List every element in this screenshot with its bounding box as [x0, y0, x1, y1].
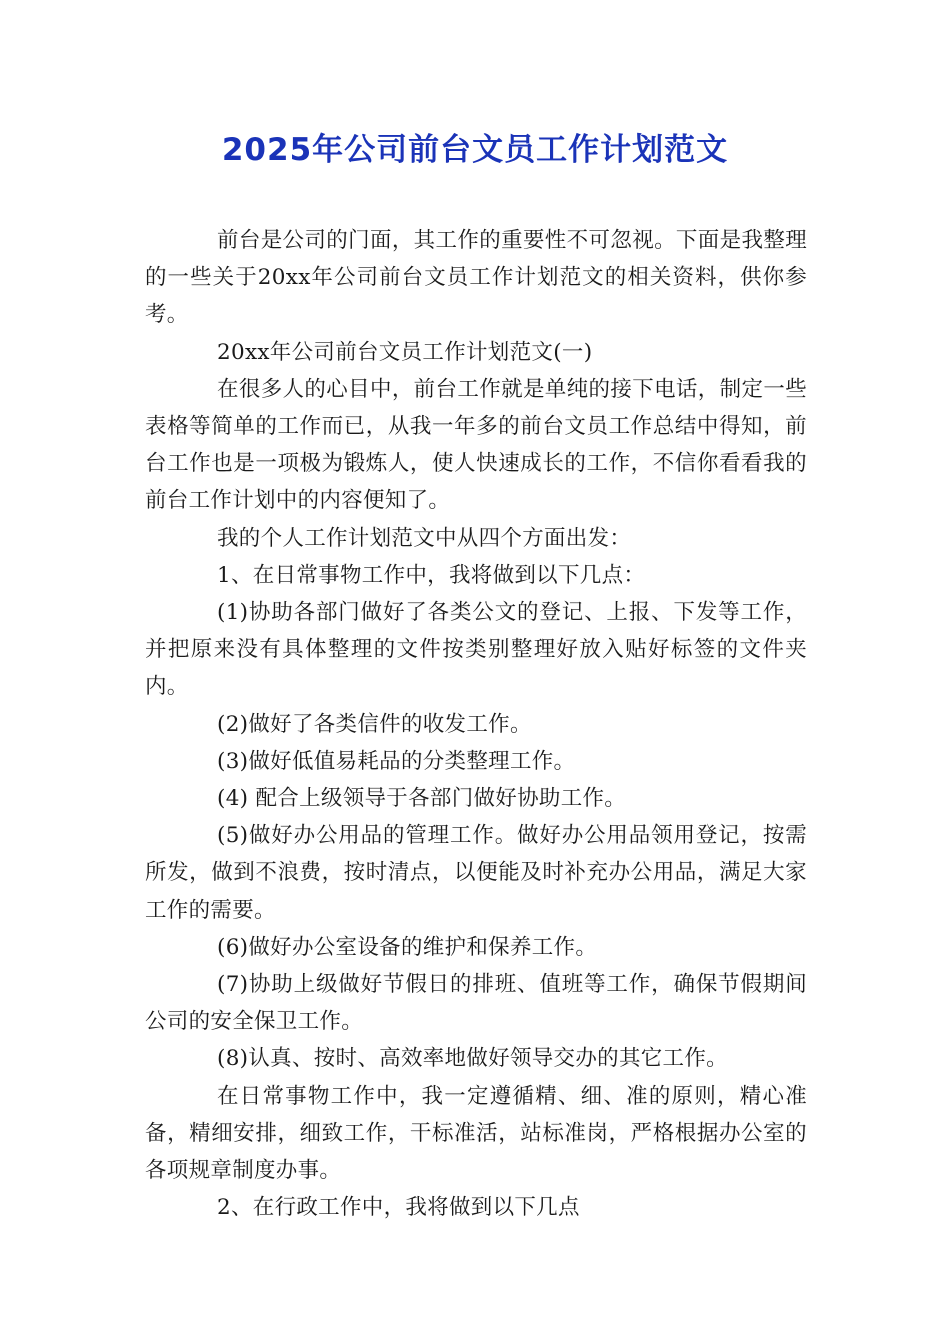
- list-item: (6)做好办公室设备的维护和保养工作。: [217, 934, 598, 960]
- document-body: [145, 222, 807, 1226]
- list-item: (8)认真、按时、高效率地做好领导交办的其它工作。: [217, 1046, 728, 1072]
- paragraph: 在很多人的心目中，前台工作就是单纯的接下电话，制定一些表格等简单的工作而已，从我一年多的前台文员工作总结中得知，前台工作也是一项极为锻炼人，使人快速成长的工作，不信你看看我的前台工作计划中的内容便知了。: [145, 376, 807, 514]
- document-title: 2025年公司前台文员工作计划范文: [221, 132, 729, 168]
- paragraph: 我的个人工作计划范文中从四个方面出发：: [217, 525, 632, 551]
- list-item: (7)协助上级做好节假日的排班、值班等工作，确保节假期间公司的安全保卫工作。: [145, 972, 807, 1035]
- paragraph-list-heading: 1、在日常事物工作中，我将做到以下几点：: [217, 562, 646, 588]
- list-item: (2)做好了各类信件的收发工作。: [217, 711, 532, 737]
- list-item: (1)协助各部门做好了各类公文的登记、上报、下发等工作，并把原来没有具体整理的文件按类别整理好放入贴好标签的文件夹内。: [145, 600, 807, 700]
- paragraph-section-heading: 20xx年公司前台文员工作计划范文(一): [217, 339, 593, 365]
- paragraph: 在日常事物工作中，我一定遵循精、细、准的原则，精心准备，精细安排，细致工作，干标准活，站标准岗，严格根据办公室的各项规章制度办事。: [145, 1083, 807, 1184]
- paragraph-intro: 前台是公司的门面，其工作的重要性不可忽视。下面是我整理的一些关于20xx年公司前台文员工作计划范文的相关资料，供你参考。: [145, 228, 807, 328]
- list-item: (4) 配合上级领导于各部门做好协助工作。: [217, 786, 627, 812]
- list-item: (3)做好低值易耗品的分类整理工作。: [217, 748, 576, 774]
- paragraph-list-heading: 2、在行政工作中，我将做到以下几点: [217, 1195, 580, 1221]
- list-item: (5)做好办公用品的管理工作。做好办公用品领用登记，按需所发，做到不浪费，按时清点，以便能及时补充办公用品，满足大家工作的需要。: [145, 823, 807, 923]
